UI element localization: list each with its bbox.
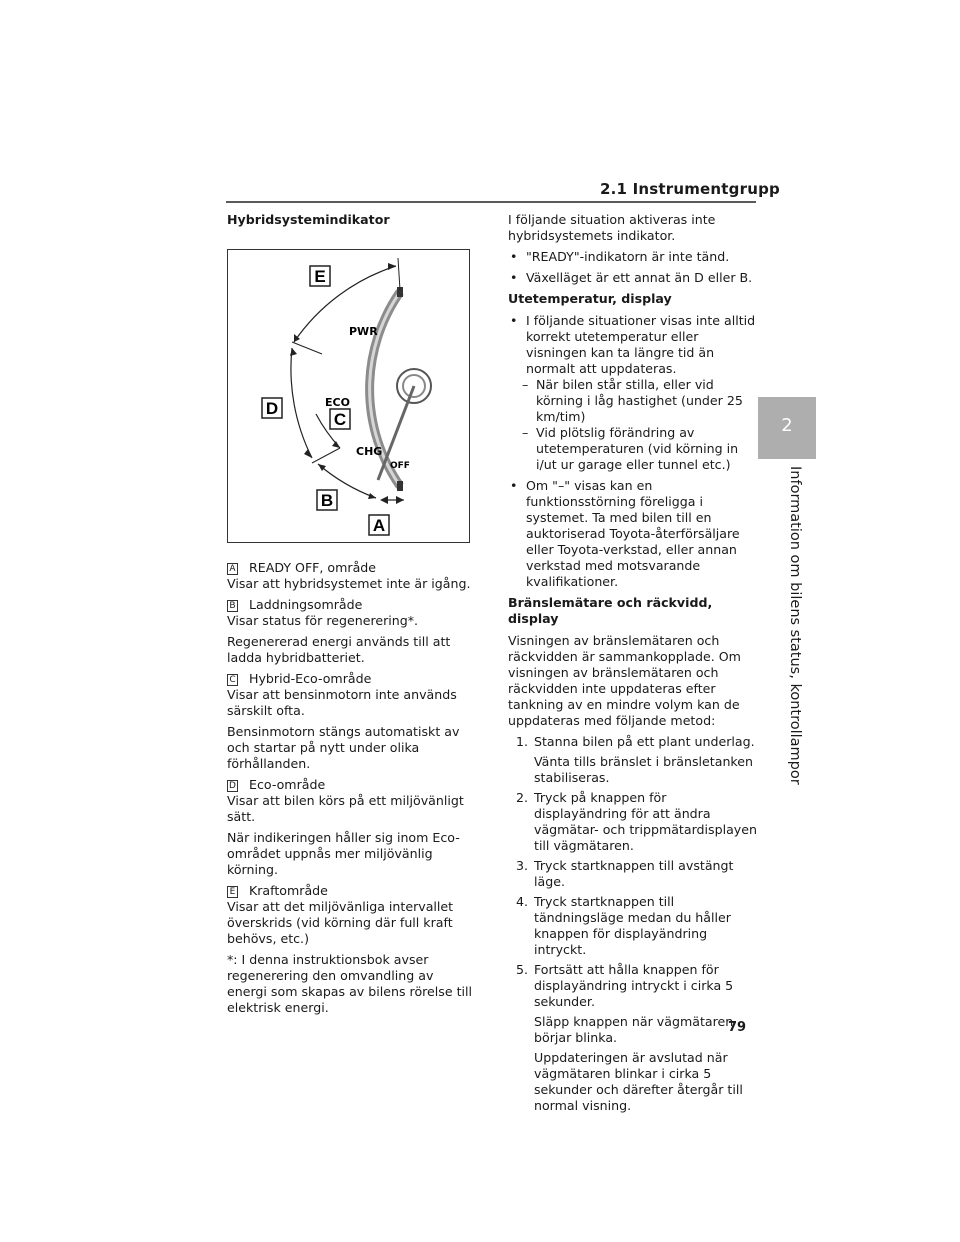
arrow-a-left bbox=[380, 496, 388, 504]
item-tag-d: D bbox=[227, 780, 238, 792]
bullet-temperature: • I följande situationer visas inte alltid korrekt utetemperatur eller visningen kan ta längre tid än normalt att uppdateras. bbox=[508, 313, 758, 377]
chapter-side-title: Information om bilens status, kontrollampor bbox=[787, 466, 803, 785]
hybrid-indicator-heading: Hybridsystemindikator bbox=[227, 212, 390, 227]
callout-label-e: E bbox=[314, 267, 326, 286]
item-tag-c: C bbox=[227, 674, 238, 686]
boundary-line-b-c bbox=[312, 448, 340, 463]
step-3 bbox=[516, 858, 758, 890]
arrow-e-top bbox=[388, 263, 396, 270]
boundary-line-top bbox=[398, 258, 400, 290]
item-text-c1: Visar att bensinmotorn inte används särskilt ofta. bbox=[227, 687, 457, 718]
chapter-tab bbox=[758, 397, 816, 459]
item-tag-e: E bbox=[227, 886, 238, 898]
item-e bbox=[227, 883, 477, 947]
page-number: 79 bbox=[728, 1020, 747, 1035]
item-title-e: Kraftområde bbox=[249, 883, 328, 898]
bullet-malfunction: • Om "–" visas kan en funktionsstörning föreligga i systemet. Ta med bilen till en auktoriserad Toyota-återförsäljare eller Toyota-verkstad, eller annan verkstad med motsvarande kvalifikationer. bbox=[508, 478, 758, 590]
item-text-e1: Visar att det miljövänliga intervallet överskrids (vid körning där full kraft behövs, etc.) bbox=[227, 899, 454, 946]
item-title-c: Hybrid-Eco-område bbox=[249, 671, 372, 686]
item-text-d1: Visar att bilen körs på ett miljövänligt sätt. bbox=[227, 793, 464, 824]
item-title-a: READY OFF, område bbox=[249, 560, 377, 575]
chapter-number: 2 bbox=[781, 415, 793, 436]
item-tag-b: B bbox=[227, 600, 238, 612]
gauge-label-chg: CHG bbox=[356, 445, 383, 458]
step-1-number: 1. bbox=[516, 734, 529, 749]
arc-d bbox=[291, 348, 312, 458]
hybrid-indicator-figure bbox=[227, 249, 470, 543]
item-text-d2: När indikeringen håller sig inom Eco-området uppnås mer miljövänlig körning. bbox=[227, 830, 460, 877]
dash-sudden-change: – Vid plötslig förändring av utetemperaturen (vid körning in i/ut ur garage eller tunnel etc.) bbox=[508, 425, 758, 473]
footnote: *: I denna instruktionsbok avser regenerering den omvandling av energi som skapas av bilens rörelse till elektrisk energi. bbox=[227, 952, 473, 1015]
bullet-ready: • "READY"-indikatorn är inte tänd. bbox=[508, 249, 758, 265]
item-a bbox=[227, 560, 477, 592]
item-text-b1: Visar status för regenerering*. bbox=[227, 613, 419, 628]
step-5-text: Fortsätt att hålla knappen för displayändring intryckt i cirka 5 sekunder. bbox=[534, 962, 734, 1009]
temperature-heading: Utetemperatur, display bbox=[508, 291, 672, 306]
step-4-number: 4. bbox=[516, 894, 529, 909]
gauge-label-eco: ECO bbox=[325, 396, 350, 409]
arrow-b-bottom bbox=[368, 493, 376, 499]
fuel-paragraph: Visningen av bränslemätaren och räckvidden är sammankopplade. Om visningen av bränslemätaren och räckvidden inte uppdateras efter tankning av en mindre volym kan de uppdateras med följande metod: bbox=[508, 633, 741, 728]
callout-label-b: B bbox=[320, 491, 334, 510]
item-b bbox=[227, 597, 477, 666]
item-c bbox=[227, 671, 477, 772]
item-d bbox=[227, 777, 477, 878]
arrow-a-right bbox=[396, 496, 404, 504]
bullet-gear: • Växelläget är ett annat än D eller B. bbox=[508, 270, 758, 286]
dash-stationary: – När bilen står stilla, eller vid körning i låg hastighet (under 25 km/tim) bbox=[508, 377, 758, 425]
step-2-text: Tryck på knappen för displayändring för att ändra vägmätar- och trippmätardisplayen till vägmätaren. bbox=[534, 790, 757, 853]
step-5-sub-1: Släpp knappen när vägmätaren börjar blinka. bbox=[534, 1014, 734, 1045]
item-text-a1: Visar att hybridsystemet inte är igång. bbox=[227, 576, 471, 591]
header-rule bbox=[226, 201, 756, 203]
step-5-sub-2: Uppdateringen är avslutad när vägmätaren blinkar i cirka 5 sekunder och därefter återgår till normal visning. bbox=[534, 1050, 743, 1113]
callout-label-d: D bbox=[265, 399, 279, 418]
callout-label-c: C bbox=[333, 410, 347, 429]
left-column bbox=[227, 212, 477, 1016]
gauge-label-off: OFF bbox=[390, 461, 410, 471]
step-1 bbox=[516, 734, 758, 750]
item-title-d: Eco-område bbox=[249, 777, 326, 792]
item-text-b2: Regenererad energi används till att ladda hybridbatteriet. bbox=[227, 634, 451, 665]
callout-label-a: A bbox=[372, 516, 386, 535]
item-text-c2: Bensinmotorn stängs automatiskt av och startar på nytt under olika förhållanden. bbox=[227, 724, 460, 771]
step-1-text: Stanna bilen på ett plant underlag. bbox=[534, 734, 755, 749]
gauge-label-pwr: PWR bbox=[349, 325, 378, 338]
step-2-number: 2. bbox=[516, 790, 529, 805]
arrow-d-bottom bbox=[304, 449, 312, 458]
step-1-sub: Vänta tills bränslet i bränsletanken stabiliseras. bbox=[534, 754, 754, 785]
right-column bbox=[508, 212, 758, 1118]
section-title: 2.1 Instrumentgrupp bbox=[600, 180, 780, 198]
arrow-c bbox=[332, 441, 340, 448]
hybrid-gauge-illustration bbox=[228, 250, 471, 544]
step-4 bbox=[516, 894, 758, 958]
step-4-text: Tryck startknappen till tändningsläge medan du håller knappen för displayändring intryckt. bbox=[534, 894, 731, 957]
gauge-bottom-end bbox=[397, 481, 403, 491]
step-3-number: 3. bbox=[516, 858, 529, 873]
indicator-intro: I följande situation aktiveras inte hybridsystemets indikator. bbox=[508, 212, 716, 243]
step-5 bbox=[516, 962, 758, 1010]
boundary-line-d-e bbox=[292, 342, 322, 354]
item-tag-a: A bbox=[227, 563, 238, 575]
arrow-d-top bbox=[290, 348, 297, 356]
step-5-number: 5. bbox=[516, 962, 529, 977]
step-2 bbox=[516, 790, 758, 854]
step-3-text: Tryck startknappen till avstängt läge. bbox=[534, 858, 734, 889]
fuel-heading: Bränslemätare och räckvidd, display bbox=[508, 595, 713, 626]
item-title-b: Laddningsområde bbox=[249, 597, 363, 612]
